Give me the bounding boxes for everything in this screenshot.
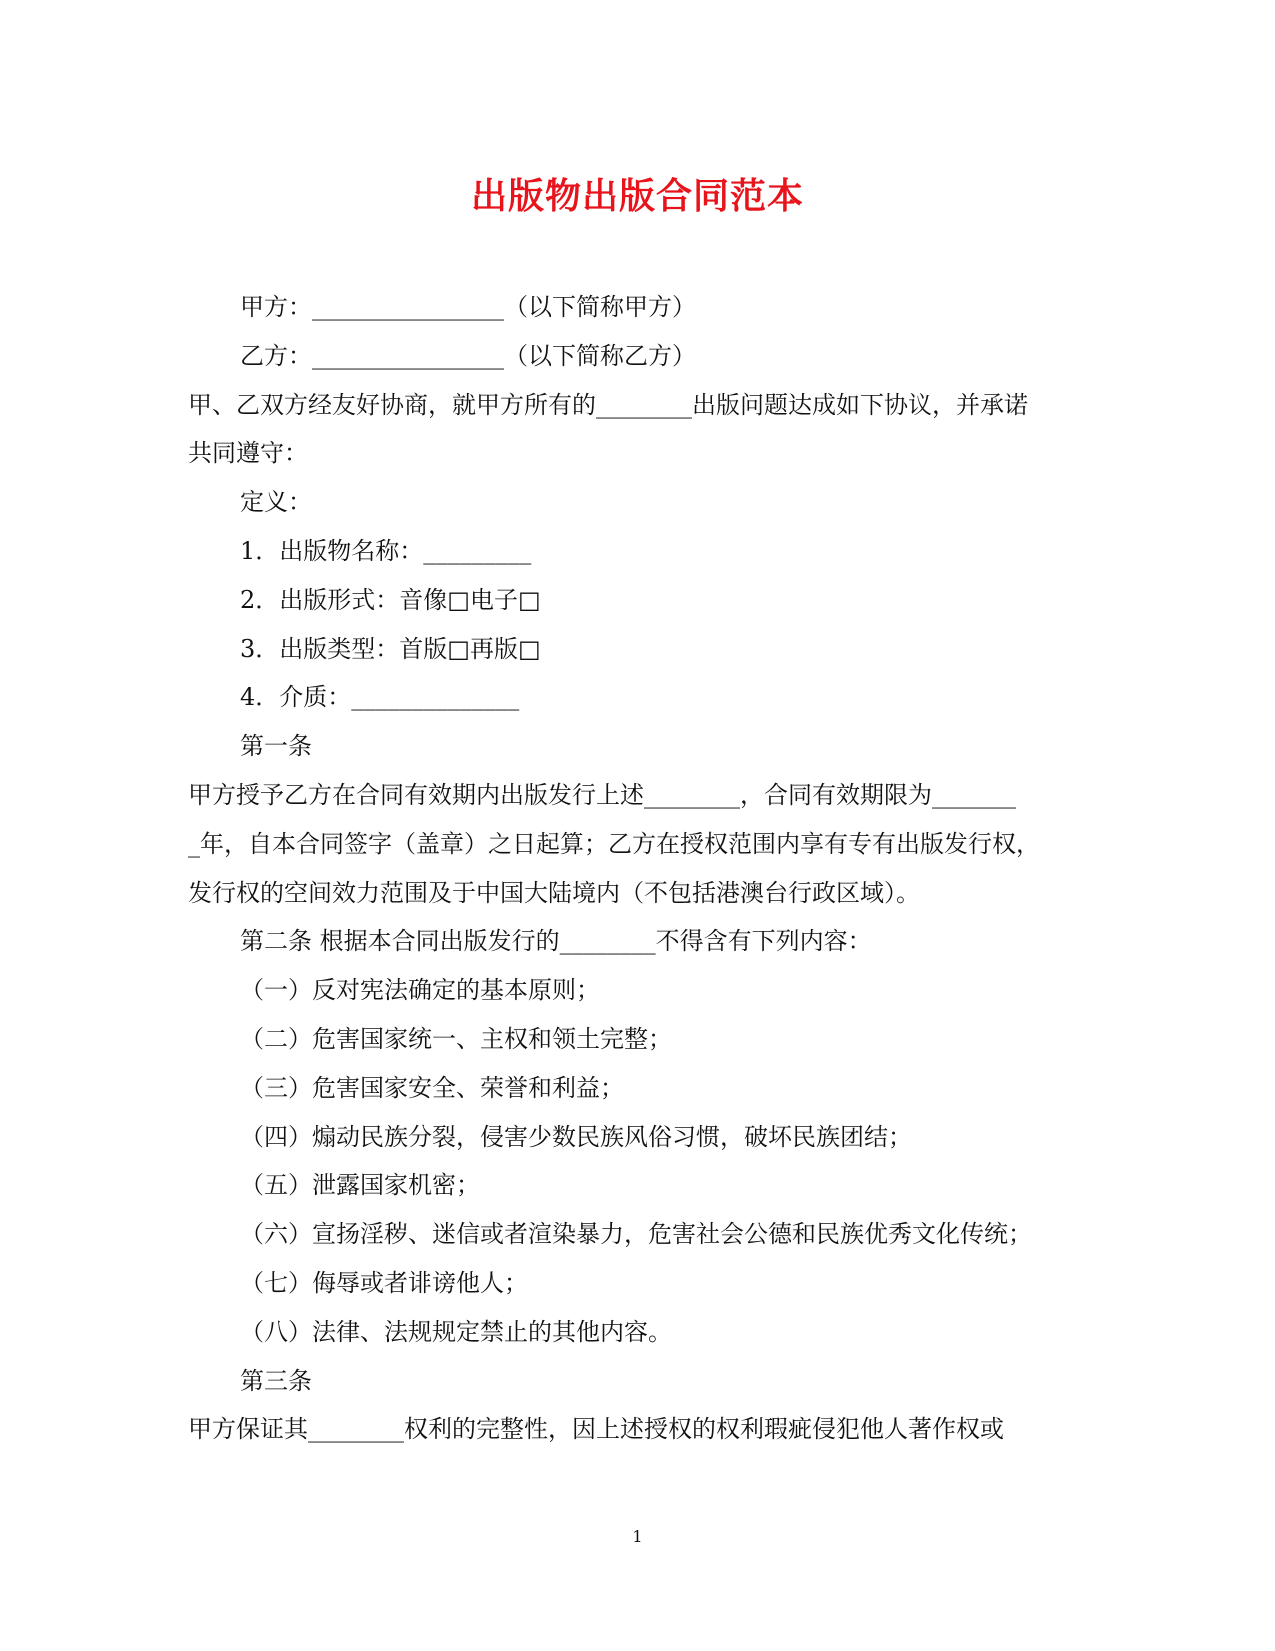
document-line: 甲、乙双方经友好协商，就甲方所有的________出版问题达成如下协议，并承诺: [188, 390, 1028, 419]
document-line: 甲方保证其________权利的完整性，因上述授权的权利瑕疵侵犯他人著作权或: [188, 1415, 1004, 1444]
document-line: （七）侮辱或者诽谤他人；: [240, 1268, 528, 1297]
document-line: 1．出版物名称：_________: [240, 536, 532, 565]
document-line: （二）危害国家统一、主权和领土完整；: [240, 1024, 672, 1053]
document-line: 第一条: [240, 732, 312, 761]
document-line: （六）宣扬淫秽、迷信或者渲染暴力，危害社会公德和民族优秀文化传统；: [240, 1220, 1032, 1249]
document-line: 甲方：________________（以下简称甲方）: [240, 293, 696, 321]
document-line: （三）危害国家安全、荣誉和利益；: [240, 1073, 624, 1102]
document-line: （四）煽动民族分裂，侵害少数民族风俗习惯，破坏民族团结；: [240, 1122, 912, 1151]
page-number: 1: [632, 1527, 643, 1546]
document-line: （五）泄露国家机密；: [240, 1171, 480, 1200]
document-line: （八）法律、法规规定禁止的其他内容。: [240, 1317, 672, 1346]
document-line: _年，自本合同签字（盖章）之日起算；乙方在授权范围内享有专有出版发行权，: [188, 829, 1040, 858]
document-line: 发行权的空间效力范围及于中国大陆境内（不包括港澳台行政区域）。: [188, 878, 920, 907]
document-body: [188, 283, 1088, 1454]
document-line: 乙方：________________（以下简称乙方）: [240, 341, 696, 370]
document-line: 第三条: [240, 1366, 312, 1395]
document-line: 4．介质：______________: [240, 683, 520, 712]
document-line: 定义：: [240, 488, 312, 517]
document-line: 甲方授予乙方在合同有效期内出版发行上述________，合同有效期限为_______: [188, 780, 1016, 809]
document-line: 第二条 根据本合同出版发行的________不得含有下列内容：: [240, 927, 872, 956]
document-line: 3．出版类型：首版□再版□: [240, 634, 541, 663]
document-line: 共同遵守：: [188, 439, 308, 468]
document-line: （一）反对宪法确定的基本原则；: [240, 976, 600, 1005]
document-line: 2．出版形式：音像□电子□: [240, 585, 541, 614]
document-title: 出版物出版合同范本: [470, 175, 804, 217]
